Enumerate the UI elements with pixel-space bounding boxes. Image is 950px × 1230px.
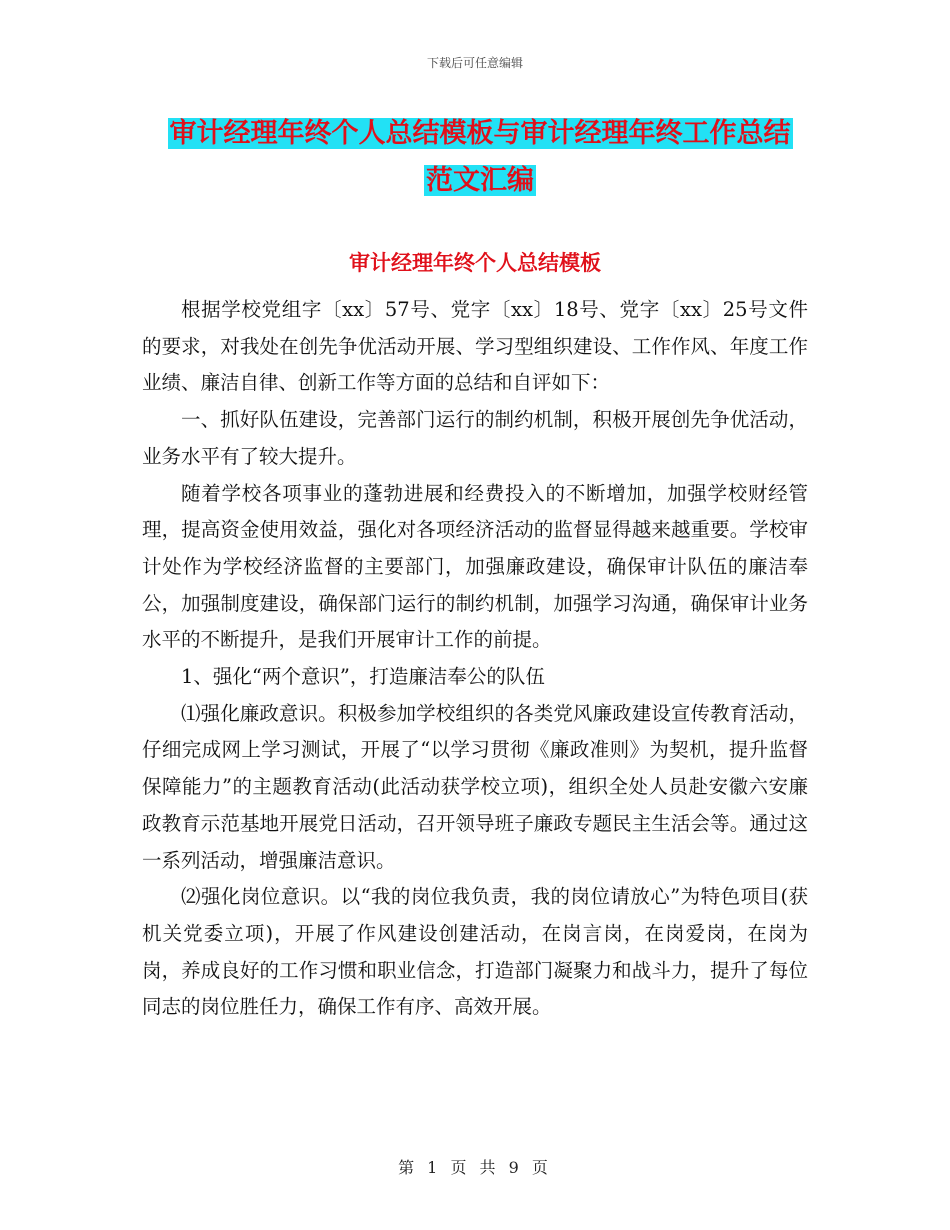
page-footer: 第 1 页 共 9 页	[398, 1158, 552, 1177]
header-note: 下载后可任意编辑	[426, 56, 523, 70]
paragraph: 1、强化“两个意识”，打造廉洁奉公的队伍	[181, 665, 545, 689]
paragraph: 随着学校各项事业的蓬勃进展和经费投入的不断增加，加强学校财经管理，提高资金使用效益，强化对各项经济活动的监督显得越来越重要。学校审计处作为学校经济监督的主要部门，加强廉政建设，确保审计队伍的廉洁奉公，加强制度建设，确保部门运行的制约机制，加强学习沟通，确保审计业务水平的不断提升，是我们开展审计工作的前提。	[142, 481, 808, 652]
paragraph: 根据学校党组字〔xx〕57号、党字〔xx〕18号、党字〔xx〕25号文件的要求，对我处在创先争优活动开展、学习型组织建设、工作作风、年度工作业绩、廉洁自律、创新工作等方面的总结和自评如下：	[142, 298, 808, 395]
body-text	[142, 292, 808, 1026]
document-title	[150, 110, 810, 204]
paragraph: ⑵强化岗位意识。以“我的岗位我负责，我的岗位请放心”为特色项目(获机关党委立项)，开展了作风建设创建活动，在岗言岗，在岗爱岗，在岗为岗，养成良好的工作习惯和职业信念，打造部门凝聚力和战斗力，提升了每位同志的岗位胜任力，确保工作有序、高效开展。	[142, 885, 808, 1019]
paragraph: 一、抓好队伍建设，完善部门运行的制约机制，积极开展创先争优活动，业务水平有了较大提升。	[142, 408, 808, 468]
document-title-line-1: 审计经理年终个人总结模板与审计经理年终工作总结	[169, 118, 791, 149]
section-title: 审计经理年终个人总结模板	[349, 251, 601, 275]
document-title-line-2: 范文汇编	[426, 165, 534, 196]
paragraph: ⑴强化廉政意识。积极参加学校组织的各类党风廉政建设宣传教育活动，仔细完成网上学习测试，开展了“以学习贯彻《廉政准则》为契机，提升监督保障能力”的主题教育活动(此活动获学校立项)，组织全处人员赴安徽六安廉政教育示范基地开展党日活动，召开领导班子廉政专题民主生活会等。通过这一系列活动，增强廉洁意识。	[142, 701, 808, 872]
